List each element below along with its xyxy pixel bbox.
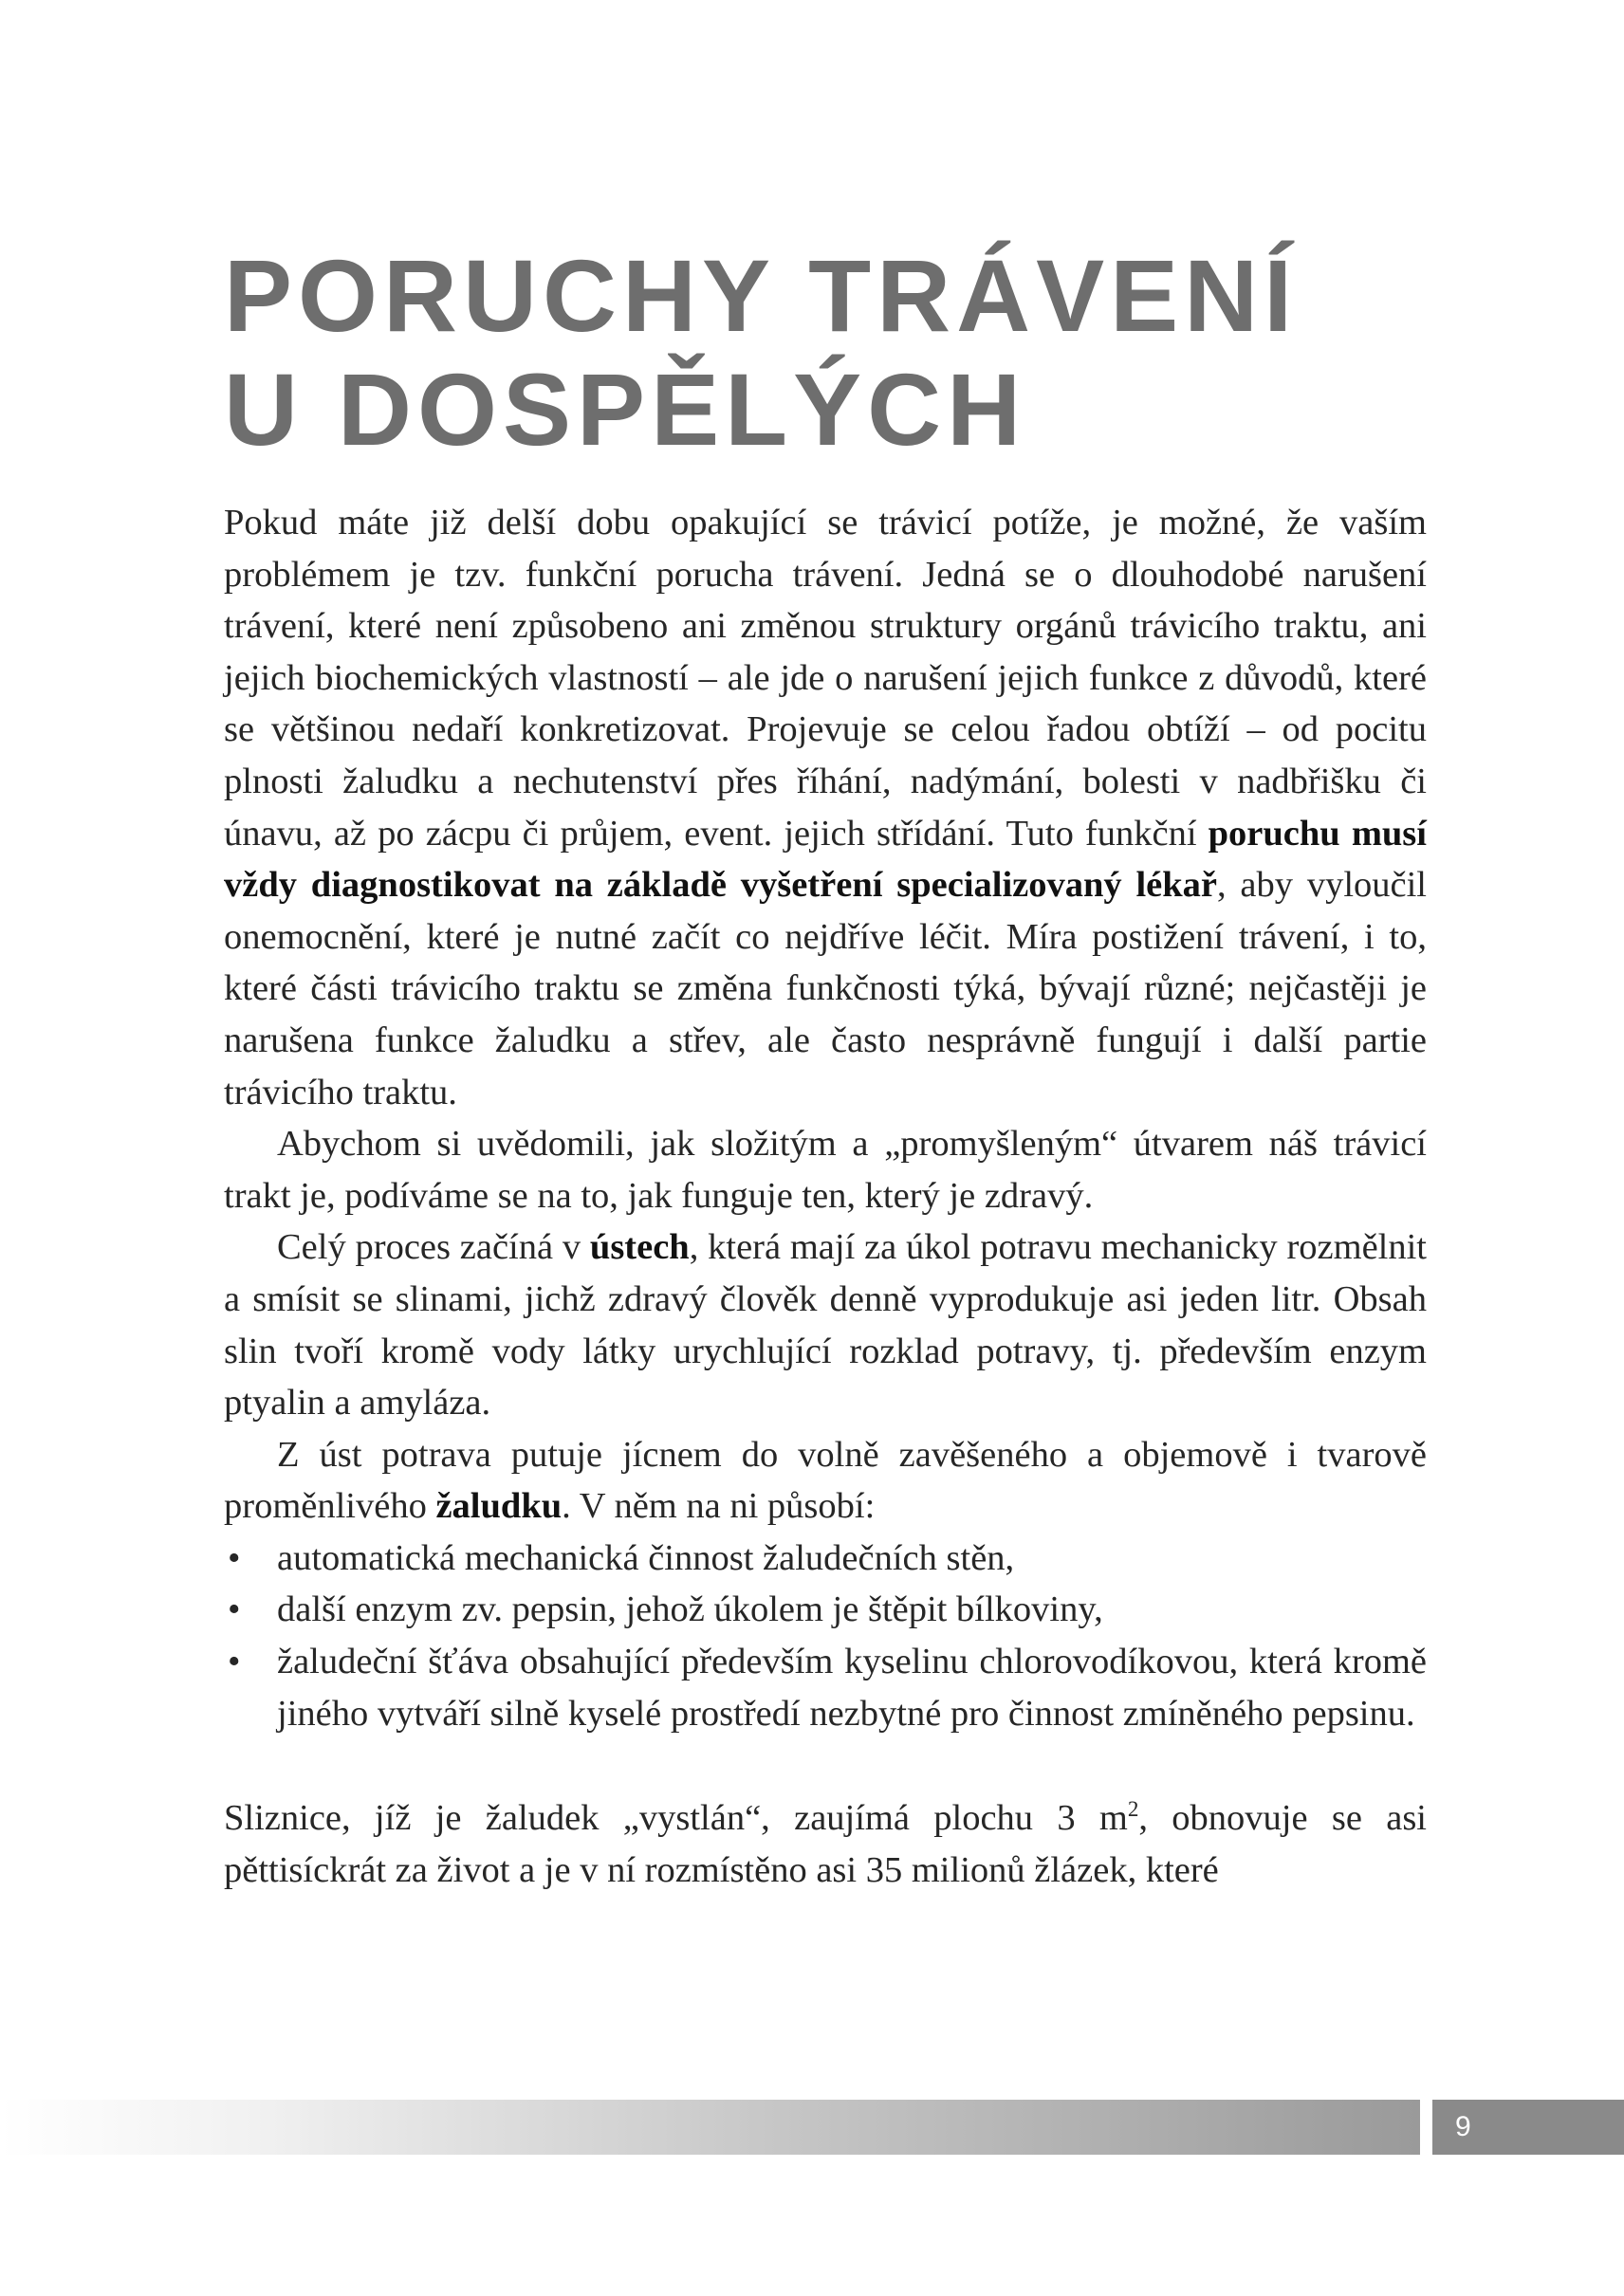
- bullet-icon: •: [228, 1537, 241, 1578]
- chapter-title: [224, 239, 1298, 467]
- paragraph-1: [224, 497, 1427, 1118]
- footer-gradient-bar: [0, 2100, 1420, 2155]
- body-text: [224, 497, 1427, 1896]
- paragraph-1-text-b: , aby vyloučil onemocnění, které je nutné začít co nejdříve léčit. Míra postižení trávení, i to, které části trávicího traktu se změna funkčnosti týká, bývají různé; nejčastěji je narušena funkce žaludku a střev, ale často nesprávně fungují i další partie trávicího traktu.: [224, 865, 1427, 1112]
- paragraph-4-text-a: Z úst potrava putuje jícnem do volně zavěšeného a objemově i tvarově proměnlivého: [224, 1434, 1427, 1527]
- paragraph-4-bold: žaludku: [435, 1486, 563, 1527]
- paragraph-4-text-b: . V něm na ni působí:: [562, 1486, 876, 1527]
- paragraph-1-bold: poruchu musí vždy diagnostikovat na základě vyšetření specializovaný lékař: [224, 813, 1427, 906]
- superscript: 2: [1127, 1796, 1139, 1822]
- paragraph-5-text-b: , obnovuje se asi pěttisíckrát za život a je v ní rozmístěno asi 35 milionů žlázek, které: [224, 1798, 1428, 1890]
- paragraph-3-bold: ústech: [589, 1227, 690, 1268]
- paragraph-3-text-b: , která mají za úkol potravu mechanicky rozmělnit a smísit se slinami, jichž zdravý člověk denně vyprodukuje asi jeden litr. Obsah slin tvoří kromě vody látky urychlující rozklad potravy, tj. především enzym ptyalin a amyláza.: [224, 1227, 1427, 1424]
- paragraph-3: [224, 1221, 1427, 1428]
- paragraph-5: [224, 1792, 1427, 1896]
- paragraph-2: Abychom si uvědomili, jak složitým a „promyšleným“ útvarem náš trávicí trakt je, podíváme se na to, jak funguje ten, který je zdravý.: [224, 1124, 1427, 1216]
- list-item: [224, 1533, 1427, 1585]
- bullet-icon: •: [228, 1642, 241, 1682]
- list-item-text: žaludeční šťáva obsahující především kyselinu chlorovodíkovou, která kromě jiného vytváří silně kyselé prostředí nezbytné pro činnost zmíněného pepsinu.: [277, 1642, 1427, 1734]
- list-item-text: automatická mechanická činnost žaludečních stěn,: [277, 1537, 1015, 1578]
- list-item-text: další enzym zv. pepsin, jehož úkolem je štěpit bílkoviny,: [277, 1589, 1103, 1630]
- page-number: 9: [1432, 2100, 1624, 2155]
- paragraph-3-text-a: Celý proces začíná v: [277, 1227, 590, 1268]
- list-item: [224, 1584, 1427, 1636]
- paragraph-5-text-a: Sliznice, jíž je žaludek „vystlán“, zaujímá plochu 3 m: [224, 1798, 1128, 1839]
- list-item: [224, 1636, 1427, 1739]
- paragraph-4: [224, 1429, 1427, 1533]
- paragraph-1-text-a: Pokud máte již delší dobu opakující se trávicí potíže, je možné, že vaším problémem je tzv. funkční porucha trávení. Jedná se o dlouhodobé narušení trávení, které není způsobeno ani změnou struktury orgánů trávicího traktu, ani jejich biochemických vlastností – ale jde o narušení jejich funkce z důvodů, které se většinou nedaří konkretizovat. Projevuje se celou řadou obtíží – od pocitu plnosti žaludku a nechutenství přes říhání, nadýmání, bolesti v nadbřišku či únavu, až po zácpu či průjem, event. jejich střídání. Tuto funkční: [224, 503, 1427, 854]
- chapter-title-line-1: PORUCHY TRÁVENÍ: [224, 238, 1299, 353]
- bullet-icon: •: [228, 1589, 241, 1630]
- chapter-title-line-2: U DOSPĚLÝCH: [224, 352, 1027, 467]
- bullet-list: [224, 1533, 1427, 1739]
